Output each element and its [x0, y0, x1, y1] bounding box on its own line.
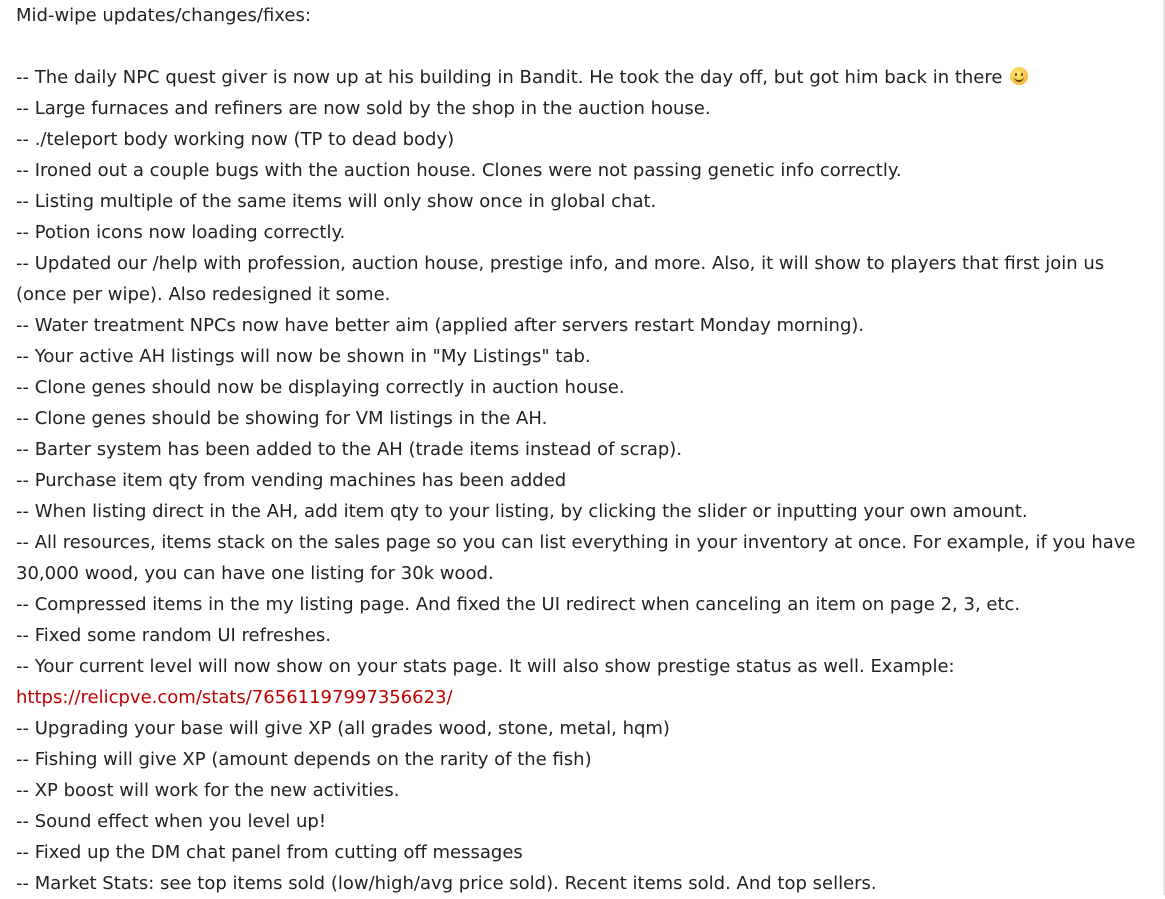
list-item: -- Fixed up the DM chat panel from cutting off messages: [16, 842, 523, 863]
list-item-text: -- The daily NPC quest giver is now up at his building in Bandit. He took the day off, but got him back in there: [16, 67, 1003, 88]
list-item: [16, 62, 1156, 93]
stats-link-line: [16, 682, 1156, 713]
list-item: -- Compressed items in the my listing page. And fixed the UI redirect when canceling an item on page 2, 3, etc.: [16, 594, 1021, 615]
list-item: -- Market Stats: see top items sold (low/high/avg price sold). Recent items sold. And top sellers.: [16, 873, 877, 894]
list-item: -- Your current level will now show on your stats page. It will also show prestige status as well. Example:: [16, 656, 955, 677]
list-item: -- Fixed some random UI refreshes.: [16, 625, 331, 646]
list-item: -- Clone genes should be showing for VM listings in the AH.: [16, 408, 548, 429]
blank-line: [16, 31, 1156, 62]
list-item: -- Clone genes should now be displaying correctly in auction house.: [16, 377, 625, 398]
list-item: -- Sound effect when you level up!: [16, 811, 327, 832]
list-item: -- Your active AH listings will now be shown in "My Listings" tab.: [16, 346, 591, 367]
list-item: -- Fishing will give XP (amount depends on the rarity of the fish): [16, 749, 592, 770]
list-item: -- Potion icons now loading correctly.: [16, 222, 346, 243]
list-item: -- All resources, items stack on the sales page so you can list everything in your inventory at once. For example, if you have 30,000 wood, you can have one listing for 30k wood.: [16, 532, 1136, 584]
list-item: -- XP boost will work for the new activities.: [16, 780, 400, 801]
list-item: -- Updated our /help with profession, auction house, prestige info, and more. Also, it will show to players that first join us (once per wipe). Also redesigned it some.: [16, 253, 1105, 305]
list-item: -- Barter system has been added to the AH (trade items instead of scrap).: [16, 439, 683, 460]
slightly-smiling-face-icon: [1010, 67, 1028, 85]
list-item: -- Upgrading your base will give XP (all grades wood, stone, metal, hqm): [16, 718, 670, 739]
list-item: -- Large furnaces and refiners are now sold by the shop in the auction house.: [16, 98, 711, 119]
post-body: [16, 0, 1156, 899]
list-item: -- ./teleport body working now (TP to dead body): [16, 129, 455, 150]
list-item: -- Water treatment NPCs now have better aim (applied after servers restart Monday morning).: [16, 315, 865, 336]
list-item: -- Ironed out a couple bugs with the auction house. Clones were not passing genetic info correctly.: [16, 160, 902, 181]
list-item: -- When listing direct in the AH, add item qty to your listing, by clicking the slider or inputting your own amount.: [16, 501, 1028, 522]
list-item: -- Purchase item qty from vending machines has been added: [16, 470, 567, 491]
post-heading: Mid-wipe updates/changes/fixes:: [16, 5, 311, 26]
list-item: -- Listing multiple of the same items will only show once in global chat.: [16, 191, 657, 212]
stats-link[interactable]: https://relicpve.com/stats/76561197997356623/: [16, 687, 453, 708]
